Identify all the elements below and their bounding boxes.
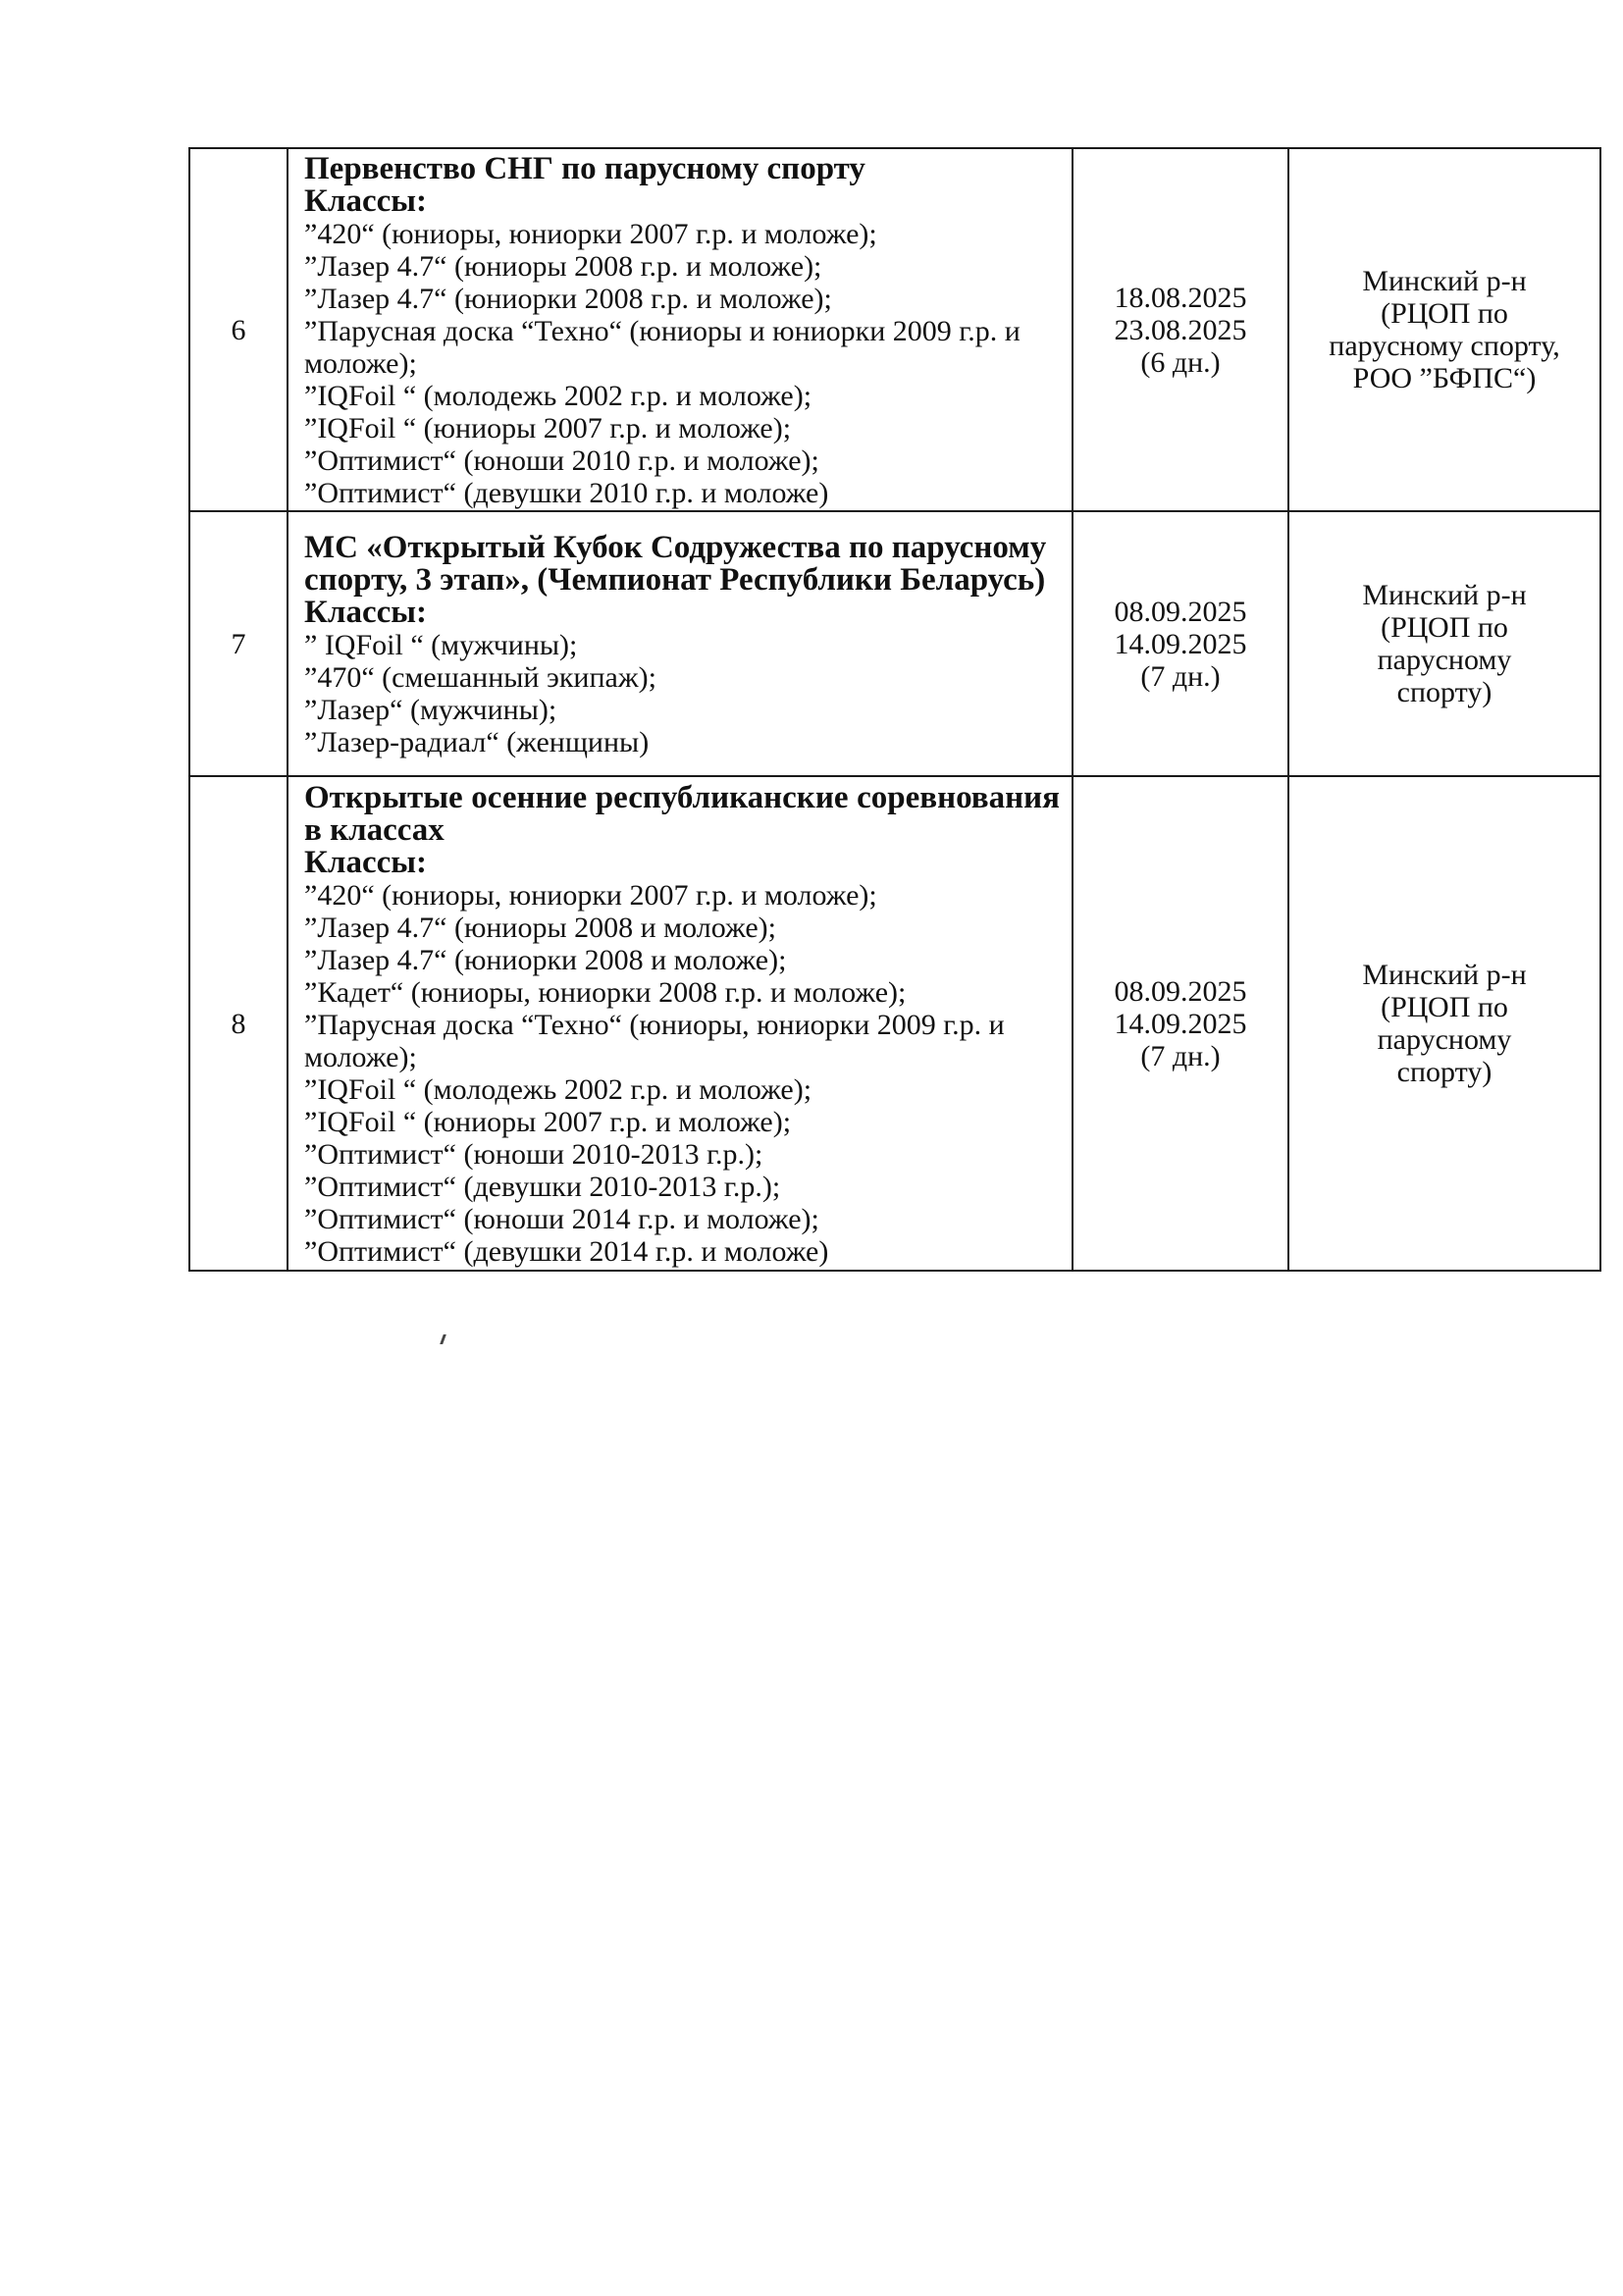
class-item: ”Парусная доска “Техно“ (юниоры и юниорки 2009 г.р. и моложе); xyxy=(304,314,1021,380)
date-end: 14.09.2025 xyxy=(1114,627,1247,660)
class-item: ” IQFoil “ (мужчины); xyxy=(304,628,578,661)
event-cell xyxy=(288,776,1073,1271)
class-item: ”IQFoil “ (молодежь 2002 г.р. и моложе); xyxy=(304,1072,812,1106)
date-start: 08.09.2025 xyxy=(1114,974,1247,1008)
class-item: ”Лазер-радиал“ (женщины) xyxy=(304,725,650,758)
place-cell xyxy=(1288,148,1600,511)
table-row xyxy=(189,776,1600,1271)
classes-label: Классы: xyxy=(304,844,427,880)
dates-cell xyxy=(1073,148,1288,511)
class-item: ”Оптимист“ (юноши 2010 г.р. и моложе); xyxy=(304,444,819,477)
class-item: ”Оптимист“ (юноши 2014 г.р. и моложе); xyxy=(304,1202,819,1235)
class-item: ”IQFoil “ (юниоры 2007 г.р. и моложе); xyxy=(304,1105,792,1138)
class-item: ”Лазер 4.7“ (юниоры 2008 и моложе); xyxy=(304,911,776,944)
class-item: ”420“ (юниоры, юниорки 2007 г.р. и моложе); xyxy=(304,217,877,250)
place-line: РОО ”БФПС“) xyxy=(1352,362,1537,394)
class-item: ”Оптимист“ (девушки 2010-2013 г.р.); xyxy=(304,1170,781,1203)
place-line: парусному xyxy=(1377,1023,1512,1056)
duration: (6 дн.) xyxy=(1140,345,1221,379)
place-line: (РЦОП по xyxy=(1381,297,1508,330)
scan-artifact-mark xyxy=(440,1334,446,1344)
place-line: Минский р-н xyxy=(1362,265,1527,297)
duration: (7 дн.) xyxy=(1140,659,1221,693)
date-end: 23.08.2025 xyxy=(1114,313,1247,346)
classes-label: Классы: xyxy=(304,183,427,219)
dates-cell xyxy=(1073,511,1288,776)
class-item: ”Оптимист“ (девушки 2010 г.р. и моложе) xyxy=(304,476,829,509)
place-line: Минский р-н xyxy=(1362,959,1527,991)
place-line: Минский р-н xyxy=(1362,579,1527,611)
place-cell xyxy=(1288,511,1600,776)
dates-cell xyxy=(1073,776,1288,1271)
class-item: ”Лазер“ (мужчины); xyxy=(304,693,557,726)
place-line: спорту) xyxy=(1396,676,1492,708)
event-cell xyxy=(288,148,1073,511)
place-line: спорту) xyxy=(1396,1056,1492,1088)
duration: (7 дн.) xyxy=(1140,1039,1221,1072)
row-number: 8 xyxy=(189,776,288,1271)
table-row xyxy=(189,148,1600,511)
place-line: парусному xyxy=(1377,644,1512,676)
class-item: ”Парусная доска “Техно“ (юниоры, юниорки 2009 г.р. и моложе); xyxy=(304,1008,1005,1073)
event-title: Первенство СНГ по парусному спорту xyxy=(304,150,865,186)
class-item: ”Кадет“ (юниоры, юниорки 2008 г.р. и моложе); xyxy=(304,975,907,1009)
competition-schedule-table xyxy=(188,147,1601,1272)
place-line: парусному спорту, xyxy=(1329,330,1560,362)
table-row xyxy=(189,511,1600,776)
classes-label: Классы: xyxy=(304,594,427,630)
place-line: (РЦОП по xyxy=(1381,991,1508,1023)
class-item: ”Лазер 4.7“ (юниорки 2008 г.р. и моложе); xyxy=(304,282,832,315)
row-number: 7 xyxy=(189,511,288,776)
row-number: 6 xyxy=(189,148,288,511)
class-item: ”470“ (смешанный экипаж); xyxy=(304,660,656,694)
class-item: ”IQFoil “ (юниоры 2007 г.р. и моложе); xyxy=(304,411,792,444)
event-title: МС «Открытый Кубок Содружества по парусному спорту, 3 этап», (Чемпионат Республики Беларусь) xyxy=(304,529,1047,598)
class-item: ”Лазер 4.7“ (юниоры 2008 г.р. и моложе); xyxy=(304,249,822,283)
class-item: ”Лазер 4.7“ (юниорки 2008 и моложе); xyxy=(304,943,787,976)
class-item: ”Оптимист“ (девушки 2014 г.р. и моложе) xyxy=(304,1234,829,1268)
class-item: ”Оптимист“ (юноши 2010-2013 г.р.); xyxy=(304,1137,763,1171)
place-cell xyxy=(1288,776,1600,1271)
event-cell xyxy=(288,511,1073,776)
date-end: 14.09.2025 xyxy=(1114,1007,1247,1040)
date-start: 18.08.2025 xyxy=(1114,281,1247,314)
class-item: ”IQFoil “ (молодежь 2002 г.р. и моложе); xyxy=(304,379,812,412)
class-item: ”420“ (юниоры, юниорки 2007 г.р. и моложе); xyxy=(304,878,877,912)
date-start: 08.09.2025 xyxy=(1114,595,1247,628)
place-line: (РЦОП по xyxy=(1381,611,1508,644)
event-title: Открытые осенние республиканские соревнования в классах xyxy=(304,779,1060,848)
